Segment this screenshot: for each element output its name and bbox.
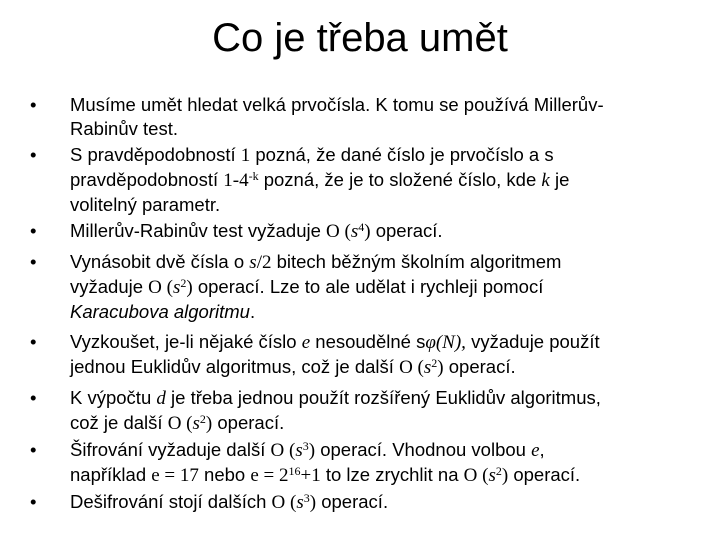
bullet-dot: • xyxy=(30,251,37,272)
bullet-dot: • xyxy=(30,144,37,165)
math-variable-k: k xyxy=(541,170,550,191)
bullet-multiplication xyxy=(28,250,698,324)
big-o-notation: O $(s^3)$ xyxy=(271,491,317,513)
math-exponent: -k xyxy=(248,169,259,183)
bullet-dot: • xyxy=(30,94,37,115)
bullet-dot: • xyxy=(30,220,37,241)
text: například xyxy=(70,464,147,485)
text: operací. xyxy=(321,491,389,512)
text: K výpočtu xyxy=(70,387,152,408)
big-o-notation: O $(s^4)$ xyxy=(326,220,371,242)
math-half-bits: s/2 xyxy=(249,252,272,273)
text: Šifrování vyžaduje další xyxy=(70,439,266,460)
text: operací. xyxy=(375,220,443,241)
math-expression: $1-4^{-k}$ xyxy=(223,169,259,191)
text: operací. Vhodnou volbou xyxy=(320,439,526,460)
math-variable-e: e xyxy=(301,332,311,353)
text: Vyzkoušet, je-li nějaké číslo xyxy=(70,331,297,352)
bullet-dot: • xyxy=(30,491,37,512)
bullet-text-line: Musíme umět hledat velká prvočísla. K tomu se používá Millerův- xyxy=(70,94,604,115)
bullet-dot: • xyxy=(30,331,37,352)
bullet-coprime-check xyxy=(28,330,698,380)
big-o-notation: O $(s^2)$ xyxy=(148,276,193,298)
math-variable-d: d xyxy=(156,388,166,409)
big-o-notation: O $(s^2)$ xyxy=(399,356,444,378)
bullet-dot: • xyxy=(30,439,37,460)
text: , xyxy=(539,439,545,460)
math-variable-e: e xyxy=(531,440,540,461)
text: nesoudělné s xyxy=(315,331,426,352)
bullet-decryption xyxy=(28,490,698,515)
bullet-text-line: Rabinův test. xyxy=(70,118,178,139)
text: jednou Euklidův algoritmus, což je další xyxy=(70,356,394,377)
text: Dešifrování stojí dalších xyxy=(70,491,267,512)
algorithm-name: Karacubova algoritmu xyxy=(70,301,250,322)
math-equation-fermat: $e = 2^{16}+1$ xyxy=(250,464,321,486)
text: . xyxy=(249,301,256,322)
text: což je další xyxy=(70,412,163,433)
text: Millerův-Rabinův test vyžaduje xyxy=(70,220,321,241)
text: volitelný parametr. xyxy=(70,194,221,215)
big-o-notation: O $(s^2)$ xyxy=(167,412,213,434)
bullet-dot: • xyxy=(30,387,37,408)
text: operací. xyxy=(448,356,516,377)
text: vyžaduje xyxy=(70,276,144,297)
bullet-list xyxy=(28,93,698,517)
text: vyžaduje použít xyxy=(471,331,600,352)
text: bitech běžným školním algoritmem xyxy=(276,251,562,272)
big-o-notation: O $(s^3)$ xyxy=(270,439,316,461)
text: je třeba jednou použít rozšířený Euklidův algoritmus, xyxy=(171,387,601,408)
bullet-miller-rabin-cost xyxy=(28,219,698,244)
math-equation-e-17: e = 17 xyxy=(151,465,199,486)
bullet-probability xyxy=(28,143,698,217)
text: to lze zrychlit na xyxy=(325,464,459,485)
text: nebo xyxy=(204,464,246,485)
text: operací. xyxy=(217,412,285,433)
text: pozná, že je to složené číslo, kde xyxy=(263,169,537,190)
text: operací. Lze to ale udělat i rychleji pomocí xyxy=(197,276,544,297)
slide-title: Co je třeba umět xyxy=(212,16,508,60)
text: Vynásobit dvě čísla o xyxy=(70,251,245,272)
text: operací. xyxy=(513,464,581,485)
bullet-miller-rabin-search xyxy=(28,93,698,141)
text: S pravděpodobností xyxy=(70,144,236,165)
big-o-notation: O $(s^2)$ xyxy=(463,464,509,486)
text: je xyxy=(554,169,570,190)
math-phi: φ(N), xyxy=(425,332,466,353)
text: pravděpodobností xyxy=(70,169,219,190)
bullet-encryption xyxy=(28,438,698,488)
bullet-compute-d xyxy=(28,386,698,436)
text: pozná, že dané číslo je prvočíslo a s xyxy=(255,144,554,165)
math-one: 1 xyxy=(240,145,251,166)
